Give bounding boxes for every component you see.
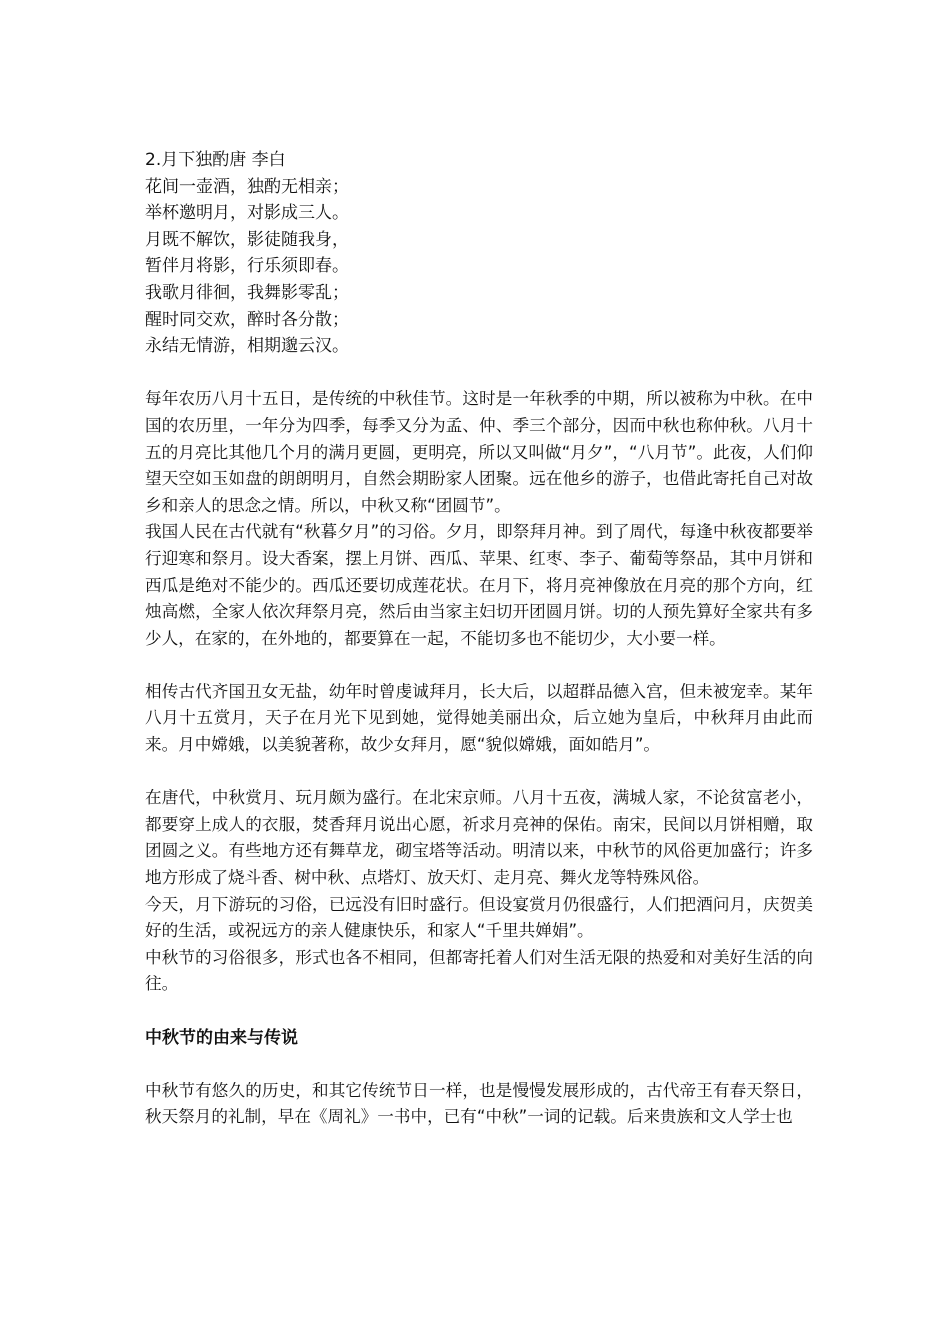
spacer	[145, 360, 813, 387]
poem-line: 月既不解饮，影徒随我身，	[145, 229, 349, 250]
spacer	[145, 652, 813, 679]
paragraph-origin: 中秋节有悠久的历史，和其它传统节日一样，也是慢慢发展形成的，古代帝王有春天祭日，秋天祭月的礼制，早在《周礼》一书中，已有“中秋”一词的记载。后来贵族和文人学士也	[145, 1080, 813, 1127]
poem-title: 2.月下独酌唐 李白	[145, 150, 286, 170]
spacer	[145, 1051, 813, 1078]
spacer	[145, 759, 813, 786]
paragraph-today: 今天，月下游玩的习俗，已远没有旧时盛行。但设宴赏月仍很盛行，人们把酒问月，庆贺美好的生活，或祝远方的亲人健康快乐，和家人“千里共婵娟”。	[145, 894, 813, 941]
poem-line: 举杯邀明月，对影成三人。	[145, 203, 349, 224]
spacer	[145, 998, 813, 1025]
poem-line: 我歌月徘徊，我舞影零乱；	[145, 282, 349, 303]
poem-line: 暂伴月将影，行乐须即春。	[145, 256, 349, 277]
poem-line: 永结无情游，相期邈云汉。	[145, 336, 349, 357]
poem-line: 花间一壶酒，独酌无相亲；	[145, 176, 349, 197]
poem-line: 醒时同交欢，醉时各分散；	[145, 309, 349, 330]
section-heading: 中秋节的由来与传说	[145, 1027, 298, 1048]
paragraph-summary: 中秋节的习俗很多，形式也各不相同，但都寄托着人们对生活无限的热爱和对美好生活的向往。	[145, 947, 813, 994]
document-page	[145, 147, 813, 1131]
paragraph-intro: 每年农历八月十五日，是传统的中秋佳节。这时是一年秋季的中期，所以被称为中秋。在中国的农历里，一年分为四季，每季又分为孟、仲、季三个部分，因而中秋也称仲秋。八月十五的月亮比其他几个月的满月更圆，更明亮，所以又叫做“月夕”，“八月节”。此夜，人们仰望天空如玉如盘的朗朗明月，自然会期盼家人团聚。远在他乡的游子，也借此寄托自己对故乡和亲人的思念之情。所以，中秋又称“团圆节”。	[145, 389, 813, 515]
paragraph-history: 在唐代，中秋赏月、玩月颇为盛行。在北宋京师。八月十五夜，满城人家，不论贫富老小，都要穿上成人的衣服，焚香拜月说出心愿，祈求月亮神的保佑。南宋，民间以月饼相赠，取团圆之义。有些地方还有舞草龙，砌宝塔等活动。明清以来，中秋节的风俗更加盛行；许多地方形成了烧斗香、树中秋、点塔灯、放天灯、走月亮、舞火龙等特殊风俗。	[145, 788, 813, 888]
paragraph-legend: 相传古代齐国丑女无盐，幼年时曾虔诚拜月，长大后，以超群品德入宫，但未被宠幸。某年八月十五赏月，天子在月光下见到她，觉得她美丽出众，后立她为皇后，中秋拜月由此而来。月中嫦娥，以美貌著称，故少女拜月，愿“貌似嫦娥，面如皓月”。	[145, 681, 813, 755]
paragraph-customs: 我国人民在古代就有“秋暮夕月”的习俗。夕月，即祭拜月神。到了周代，每逢中秋夜都要举行迎寒和祭月。设大香案，摆上月饼、西瓜、苹果、红枣、李子、葡萄等祭品，其中月饼和西瓜是绝对不能少的。西瓜还要切成莲花状。在月下，将月亮神像放在月亮的那个方向，红烛高燃，全家人依次拜祭月亮，然后由当家主妇切开团圆月饼。切的人预先算好全家共有多少人，在家的，在外地的，都要算在一起，不能切多也不能切少，大小要一样。	[145, 522, 813, 648]
